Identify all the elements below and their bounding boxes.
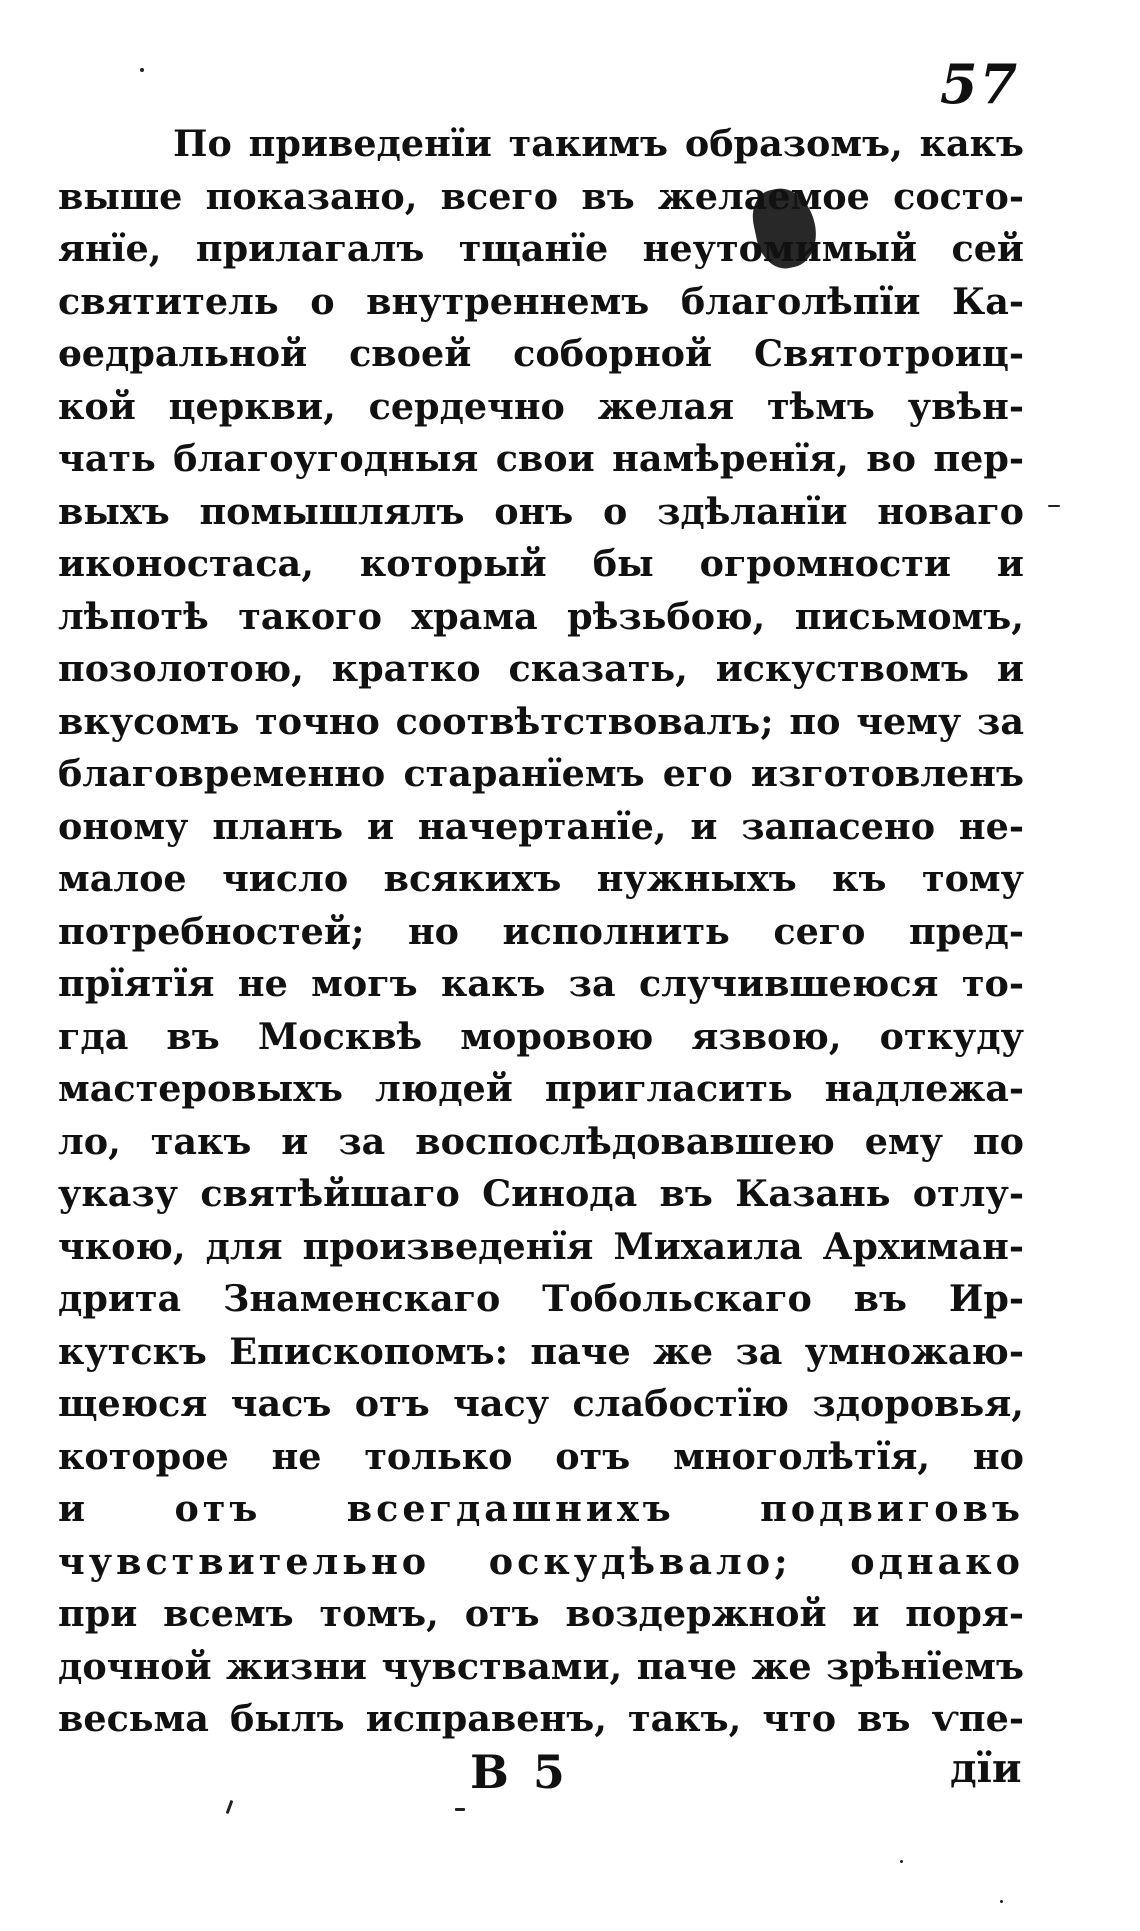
text-line: весьма былъ исправенъ, такъ, что въ ѵпе- [58,1697,1024,1740]
text-line: указу святѣйшаго Синода въ Казань отлу- [58,1172,1024,1215]
text-line: позолотою, кратко сказать, искуствомъ и [58,647,1024,690]
text-line: дочной жизни чувствами, паче же зрѣнїемъ [58,1644,1024,1688]
text-line: малое число всякихъ нужныхъ къ тому [58,857,1024,900]
text-line: потребностей; но исполнить сего пред- [58,909,1024,953]
text-line: благовременно старанїемъ его изготовленъ [58,752,1024,795]
margin-speck [455,1808,465,1811]
signature-mark: В 5 [470,1745,569,1799]
text-line: и отъ всегдашнихъ подвиговъ [58,1487,1024,1530]
text-line: чать благоугодныя свои намѣренїя, во пер- [58,437,1024,480]
text-line: мастеровыхъ людей пригласить надлежа- [58,1067,1024,1110]
text-line: ѳедральной своей соборной Святотроиц- [58,332,1024,375]
margin-speck [1000,1900,1003,1903]
text-line: чувствительно оскудѣвало; однако [58,1539,1024,1583]
text-line: щеюся часъ отъ часу слабостїю здоровья, [58,1382,1024,1425]
catchword: дїи [950,1745,1022,1792]
text-line: святитель о внутреннемъ благолѣпїи Ка- [58,279,1024,323]
text-line: выхъ помышлялъ онъ о здѣланїи новаго [58,489,1024,533]
text-line: чкою, для произведенїя Михаила Архиман- [58,1224,1024,1268]
text-line: которое не только отъ многолѣтїя, но [58,1434,1024,1478]
text-line: кой церкви, сердечно желая тѣмъ увѣн- [58,384,1024,428]
text-line: дрита Знаменскаго Тобольскаго въ Ир- [58,1277,1024,1320]
text-line: лѣпотѣ такого храма рѣзьбою, письмомъ, [58,594,1024,638]
margin-speck [226,1800,234,1814]
text-line: По приведенїи такимъ образомъ, какъ [173,122,1024,165]
text-line: оному планъ и начертанїе, и запасено не- [58,804,1024,848]
margin-speck [1048,505,1060,507]
margin-speck [140,68,144,72]
text-line: выше показано, всего въ желаемое состо- [58,174,1024,218]
text-line: кутскъ Епископомъ: паче же за умножаю- [58,1329,1024,1373]
text-line: янїе, прилагалъ тщанїе неутомимый сей [58,227,1024,270]
text-line: прїятїя не могъ какъ за случившеюся то- [58,962,1024,1005]
body-text [58,118,1024,1746]
text-line: иконостаса, который бы огромности и [58,542,1024,585]
text-line: гда въ Москвѣ моровою язвою, откуду [58,1014,1024,1058]
page-number: 57 [940,52,1020,116]
margin-speck [900,1860,903,1863]
text-line: ло, такъ и за воспослѣдовавшею ему по [58,1119,1024,1163]
text-line: при всемъ томъ, отъ воздержной и поря- [58,1592,1024,1635]
text-line: вкусомъ точно соотвѣтствовалъ; по чему за [58,699,1024,743]
